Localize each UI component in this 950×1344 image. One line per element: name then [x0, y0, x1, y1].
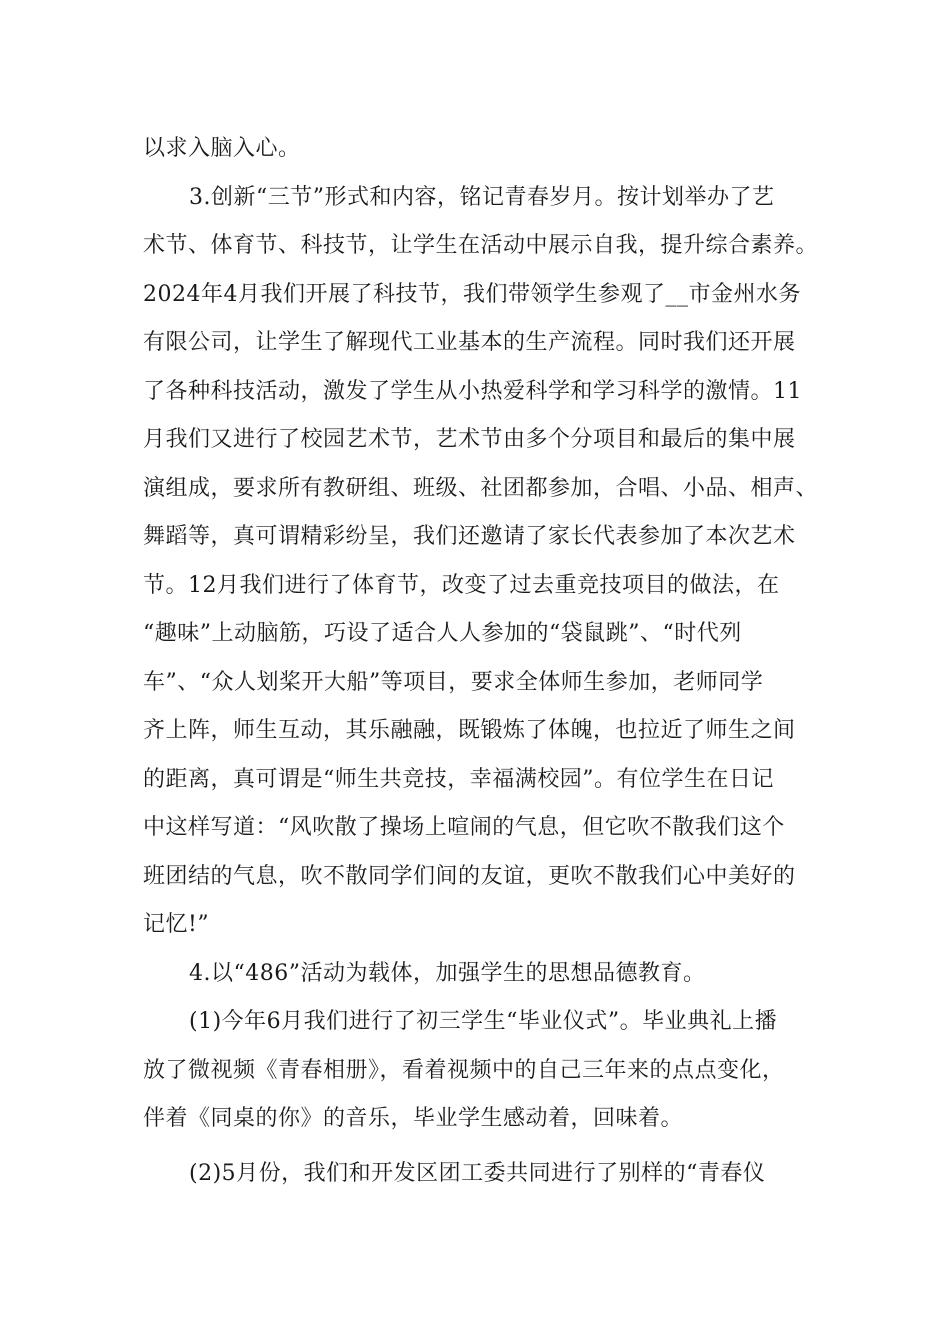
paragraph-line: (1)今年6月我们进行了初三学生“毕业仪式”。毕业典礼上播	[189, 1009, 778, 1034]
paragraph-line: “趣味”上动脑筋，巧设了适合人人参加的“袋鼠跳”、“时代列	[143, 621, 742, 646]
paragraph-line: 齐上阵，师生互动，其乐融融，既锻炼了体魄，也拉近了师生之间	[143, 718, 796, 743]
paragraph-line: 记忆!”	[143, 912, 210, 937]
paragraph-line: 放了微视频《青春相册》，看着视频中的自己三年来的点点变化，	[143, 1057, 785, 1083]
paragraph-line: 中这样写道：“风吹散了操场上喧闹的气息，但它吹不散我们这个	[143, 815, 785, 840]
paragraph-line: 的距离，真可谓是“师生共竞技，幸福满校园”。有位学生在日记	[143, 766, 774, 792]
paragraph-line: 了各种科技活动，激发了学生从小热爱科学和学习科学的激情。11	[143, 378, 802, 404]
paragraph-line: 月我们又进行了校园艺术节，艺术节由多个分项目和最后的集中展	[143, 427, 796, 452]
document-body	[143, 125, 823, 1198]
paragraph-line: 以求入脑入心。	[143, 136, 301, 161]
paragraph-line: 伴着《同桌的你》的音乐，毕业学生感动着，回味着。	[143, 1106, 684, 1131]
paragraph-line: (2)5月份，我们和开发区团工委共同进行了别样的“青春仪	[189, 1160, 766, 1186]
paragraph-line: 有限公司，让学生了解现代工业基本的生产流程。同时我们还开展	[143, 330, 796, 355]
paragraph-line: 术节、体育节、科技节，让学生在活动中展示自我，提升综合素养。	[143, 233, 819, 258]
paragraph-line: 舞蹈等，真可谓精彩纷呈，我们还邀请了家长代表参加了本次艺术	[143, 524, 796, 549]
paragraph-line: 4.以“486”活动为载体，加强学生的思想品德教育。	[189, 960, 706, 986]
paragraph-line: 演组成，要求所有教研组、班级、社团都参加，合唱、小品、相声、	[143, 475, 819, 501]
paragraph-line: 车”、“众人划桨开大船”等项目，要求全体师生参加，老师同学	[143, 669, 764, 695]
paragraph-line: 2024年4月我们开展了科技节，我们带领学生参观了__市金州水务	[143, 281, 801, 307]
paragraph-line: 班团结的气息，吹不散同学们间的友谊，更吹不散我们心中美好的	[143, 863, 796, 889]
paragraph-line: 节。12月我们进行了体育节，改变了过去重竞技项目的做法，在	[143, 572, 780, 598]
paragraph-line: 3.创新“三节”形式和内容，铭记青春岁月。按计划举办了艺	[189, 184, 775, 210]
